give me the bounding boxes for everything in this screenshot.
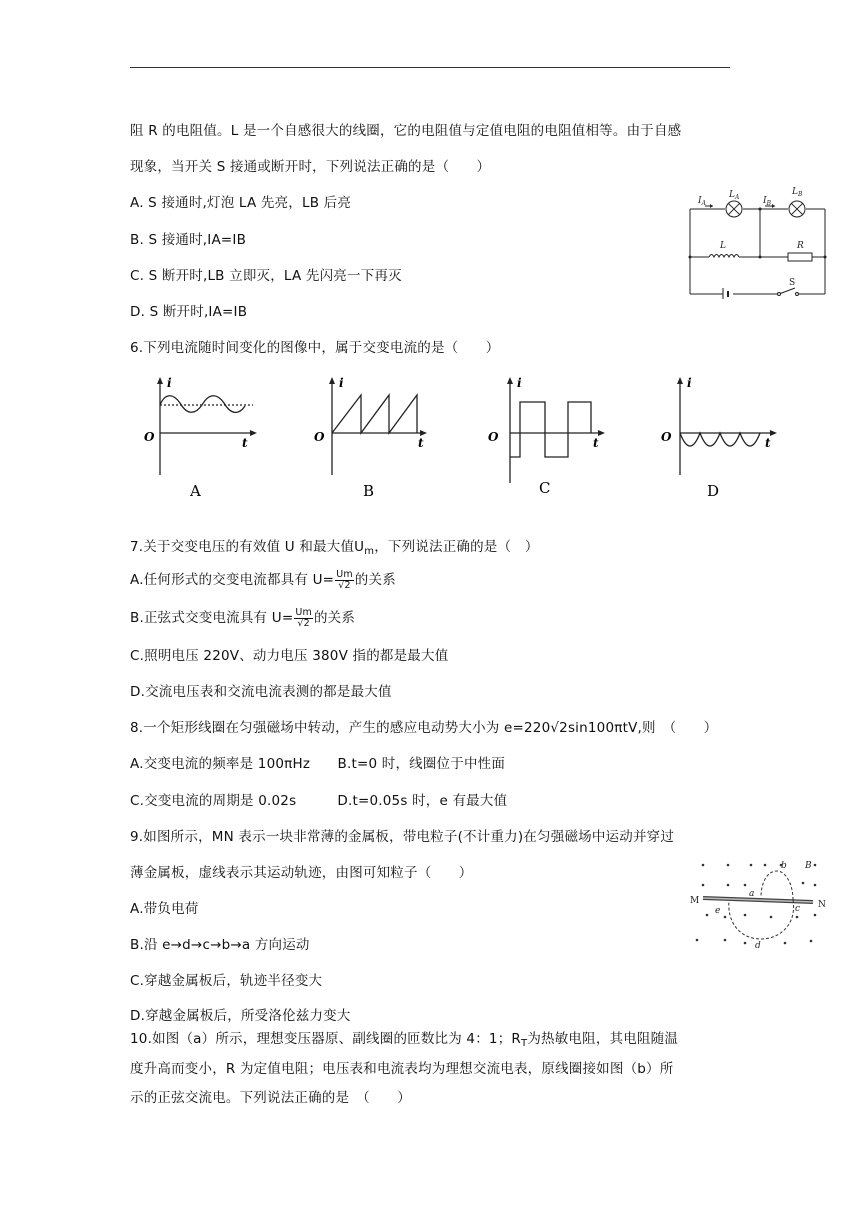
graph-c-i: i [517,376,522,390]
q8-options-ab: A.交变电流的频率是 100πHz B.t=0 时，线圈位于中性面 [130,756,506,772]
q9-option-a: A.带负电荷 [130,901,199,917]
q9-line2: 薄金属板，虚线表示其运动轨迹，由图可知粒子（ ） [130,865,473,881]
graph-a-o: O [144,430,155,444]
graph-c-label: C [539,479,551,497]
q9-option-b: B.沿 e→d→c→b→a 方向运动 [130,937,310,953]
graph-b-i: i [339,376,344,390]
q7-b-post: 的关系 [313,610,356,626]
metal-plate-figure [685,855,830,950]
label-inductor: L [720,241,726,251]
q10-rt-sub: T [521,1038,528,1049]
label-ia: $I_A$ [698,196,706,207]
q7-a-post: 的关系 [354,572,396,588]
q10-line1 [130,1027,678,1049]
label-a: a [749,889,755,899]
graph-a-i: i [167,376,172,390]
q10-line1-post: 为热敏电阻，其电阻随温 [527,1031,679,1047]
graph-c [483,375,613,500]
label-resistor: R [797,241,804,251]
graph-d-o: O [661,430,672,444]
q5-option-b: B. S 接通时,ΙA=ΙB [130,232,247,248]
q7-stem [130,535,539,557]
graph-b-t: t [418,436,424,450]
label-m: M [690,896,700,906]
q7-stem-post: ，下列说法正确的是（ ） [374,539,539,555]
q10-line2: 度升高而变小，R 为定值电阻；电压表和电流表均为理想交流电表，原线圈接如图（b）所 [130,1061,674,1077]
graph-d-i: i [687,376,692,390]
label-n: N [818,900,826,910]
q7-option-c: C.照明电压 220V、动力电压 380V 指的都是最大值 [130,648,449,664]
label-b: b [781,861,787,871]
graph-d-t: t [765,436,771,450]
graph-a [135,375,265,500]
q9-option-c: C.穿越金属板后，轨迹半径变大 [130,973,323,989]
q7-stem-u: U [354,539,365,555]
q7-option-b [130,606,355,629]
graph-b-o: O [314,430,325,444]
q7-option-d: D.交流电压表和交流电流表测的都是最大值 [130,684,392,700]
q10-rt: R [511,1031,522,1047]
q10-line3: 示的正弦交流电。下列说法正确的是 （ ） [130,1090,411,1106]
graph-c-t: t [593,436,599,450]
label-e: e [715,906,721,916]
graph-b [305,375,435,500]
label-ib: $I_B$ [763,196,771,207]
q5-option-d: D. S 断开时,ΙA=ΙB [130,304,248,320]
q5-option-c: C. S 断开时,LB 立即灭，LA 先闪亮一下再灭 [130,268,402,284]
q7-a-pre: A.任何形式的交变电流都具有 U= [130,572,335,588]
graph-b-label: B [363,482,375,500]
q7-b-pre: B.正弦式交变电流具有 U= [130,610,294,626]
q7-a-fraction: $\frac{Um}{√2}$ [336,568,353,591]
q9-line1: 9.如图所示，MN 表示一块非常薄的金属板，带电粒子(不计重力)在匀强磁场中运动并穿过 [130,829,675,845]
graph-d [655,375,785,500]
graph-a-t: t [242,436,248,450]
q9-option-d: D.穿越金属板后，所受洛伦兹力变大 [130,1008,351,1024]
circuit-diagram [685,184,830,299]
q6-stem: 6.下列电流随时间变化的图像中，属于交变电流的是（ ） [130,340,500,356]
graph-a-label: A [190,482,201,500]
label-lb: $L_B$ [792,187,803,198]
label-la: $L_A$ [729,190,740,201]
q5-line1: 阻 R 的电阻值。L 是一个自感很大的线圈，它的电阻值与定值电阻的电阻值相等。由于自感 [130,123,682,139]
label-b-field: B [805,861,812,871]
graph-d-label: D [707,482,720,500]
label-switch: S [789,278,796,288]
q5-option-a: A. S 接通时,灯泡 LA 先亮，LB 后亮 [130,195,352,211]
graph-c-o: O [488,430,499,444]
q5-line2: 现象，当开关 S 接通或断开时，下列说法正确的是（ ） [130,159,491,175]
label-d: d [755,941,761,950]
q7-stem-m: m [364,546,375,557]
q7-b-fraction: $\frac{Um}{√2}$ [295,606,312,629]
q10-line1-pre: 10.如图（a）所示，理想变压器原、副线圈的匝数比为 4：1； [130,1031,512,1047]
q8-options-cd: C.交变电流的周期是 0.02s D.t=0.05s 时，e 有最大值 [130,793,508,809]
q8-stem: 8.一个矩形线圈在匀强磁场中转动，产生的感应电动势大小为 e=220√2sin100πtV,则 （ ） [130,720,718,736]
q7-option-a [130,568,396,591]
header-rule [130,67,730,68]
q7-stem-pre: 7.关于交变电压的有效值 U 和最大值 [130,539,355,555]
label-c: c [795,904,801,914]
